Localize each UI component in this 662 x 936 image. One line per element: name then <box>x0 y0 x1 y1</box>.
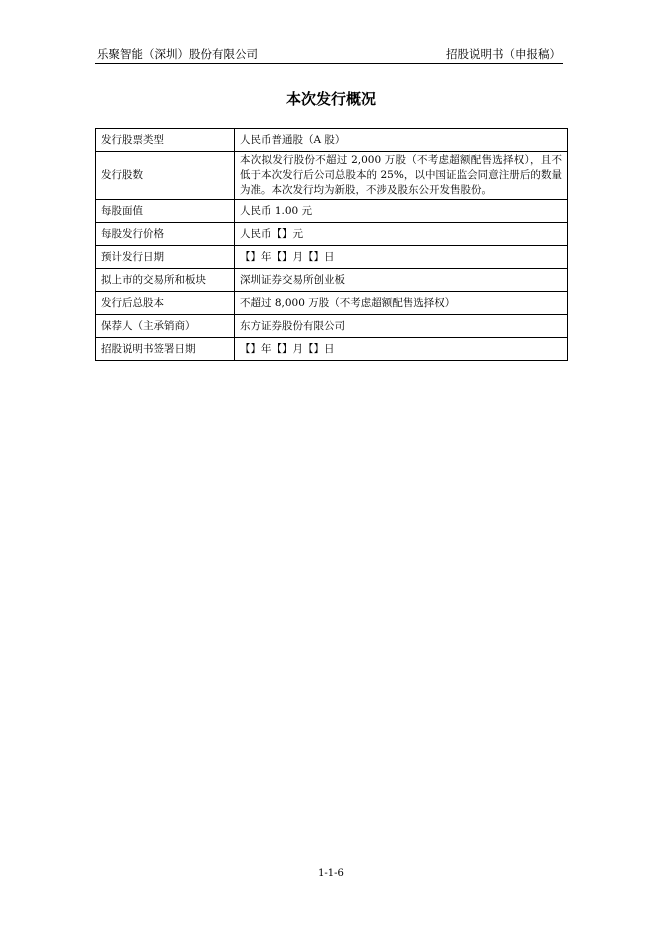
table-row <box>96 129 568 152</box>
row-label: 招股说明书签署日期 <box>96 338 235 361</box>
table-row <box>96 269 568 292</box>
row-value: 人民币【】元 <box>235 223 568 246</box>
row-value: 人民币 1.00 元 <box>235 200 568 223</box>
row-value: 不超过 8,000 万股（不考虑超额配售选择权） <box>235 292 568 315</box>
header-company: 乐聚智能（深圳）股份有限公司 <box>97 47 258 61</box>
row-value: 本次拟发行股份不超过 2,000 万股（不考虑超额配售选择权），且不低于本次发行后公司总股本的 25%，以中国证监会同意注册后的数量为准。本次发行均为新股，不涉及股东公开发售股份。 <box>235 152 568 200</box>
row-label: 发行股数 <box>96 152 235 200</box>
table-row <box>96 292 568 315</box>
row-label: 预计发行日期 <box>96 246 235 269</box>
table-row <box>96 338 568 361</box>
page-number: 1-1-6 <box>318 868 344 879</box>
row-value: 东方证券股份有限公司 <box>235 315 568 338</box>
row-label: 发行股票类型 <box>96 129 235 152</box>
table-row <box>96 246 568 269</box>
row-label: 保荐人（主承销商） <box>96 315 235 338</box>
row-value: 【】年【】月【】日 <box>235 246 568 269</box>
row-value: 深圳证券交易所创业板 <box>235 269 568 292</box>
page-title: 本次发行概况 <box>285 90 376 108</box>
header-doc-type: 招股说明书（申报稿） <box>446 47 561 61</box>
table-row <box>96 223 568 246</box>
offering-overview-table <box>95 128 568 361</box>
row-value: 【】年【】月【】日 <box>235 338 568 361</box>
table-row <box>96 315 568 338</box>
row-label: 拟上市的交易所和板块 <box>96 269 235 292</box>
row-value: 人民币普通股（A 股） <box>235 129 568 152</box>
row-label: 每股面值 <box>96 200 235 223</box>
row-label: 发行后总股本 <box>96 292 235 315</box>
row-label: 每股发行价格 <box>96 223 235 246</box>
table-row <box>96 200 568 223</box>
table-row <box>96 152 568 200</box>
page-header <box>95 46 563 64</box>
